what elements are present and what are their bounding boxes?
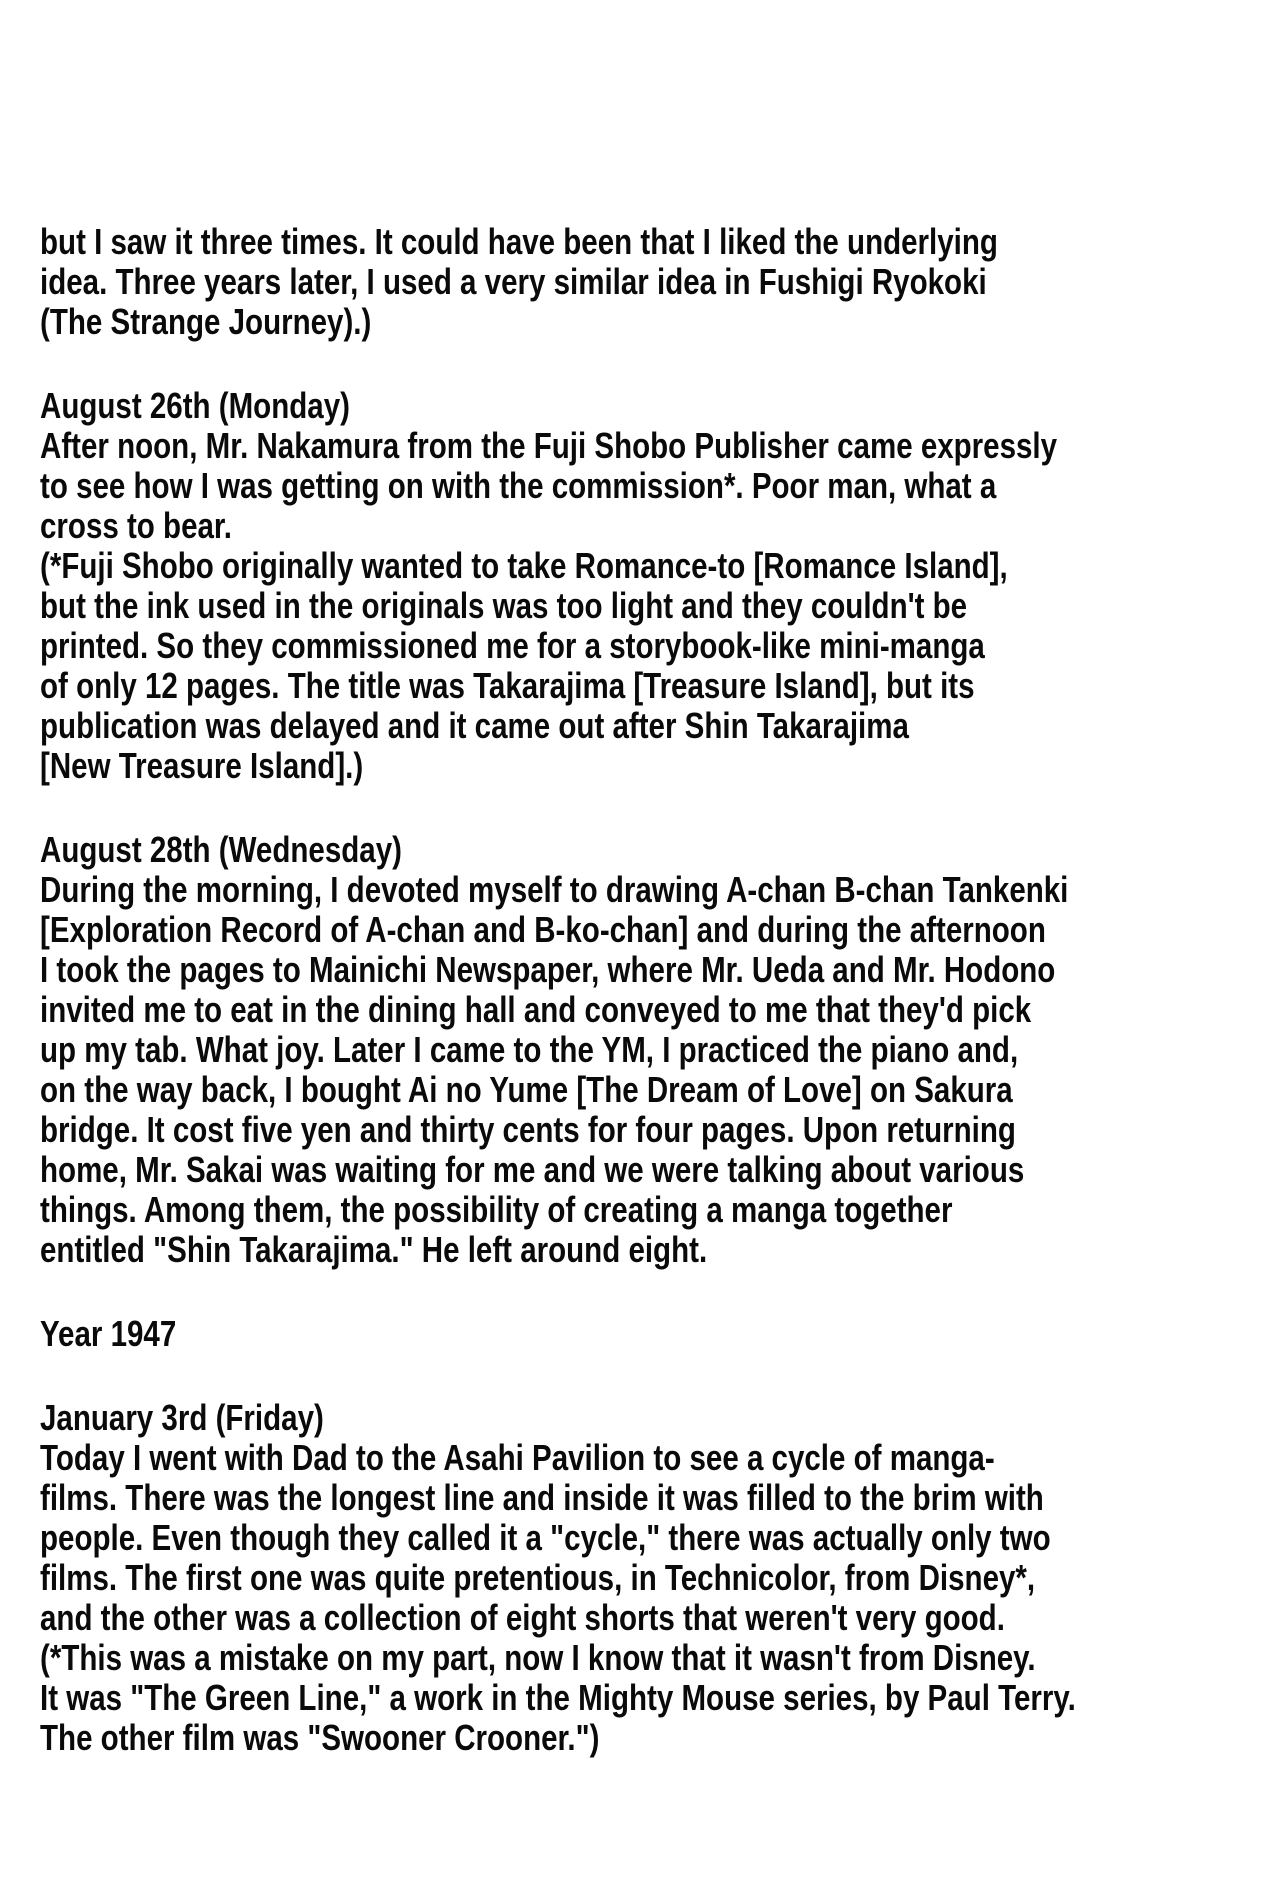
- entry-date: August 28th (Wednesday): [40, 829, 402, 870]
- diary-paragraph: [40, 222, 1278, 342]
- text-line: up my tab. What joy. Later I came to the YM, I practiced the piano and,: [40, 1029, 1019, 1070]
- year-label: Year 1947: [40, 1313, 177, 1354]
- text-line: on the way back, I bought Ai no Yume [The Dream of Love] on Sakura: [40, 1069, 1013, 1110]
- text-line: It was "The Green Line," a work in the Mighty Mouse series, by Paul Terry.: [40, 1677, 1076, 1718]
- text-line: The other film was "Swooner Crooner."): [40, 1717, 600, 1758]
- text-line: cross to bear.: [40, 505, 232, 546]
- entry-date: January 3rd (Friday): [40, 1397, 324, 1438]
- diary-paragraph: [40, 386, 1278, 786]
- text-line: I took the pages to Mainichi Newspaper, where Mr. Ueda and Mr. Hodono: [40, 949, 1056, 990]
- text-line: invited me to eat in the dining hall and conveyed to me that they'd pick: [40, 989, 1032, 1030]
- text-line: [Exploration Record of A-chan and B-ko-chan] and during the afternoon: [40, 909, 1046, 950]
- text-line: things. Among them, the possibility of creating a manga together: [40, 1189, 953, 1230]
- text-line: Today I went with Dad to the Asahi Pavilion to see a cycle of manga-: [40, 1437, 995, 1478]
- text-line: of only 12 pages. The title was Takarajima [Treasure Island], but its: [40, 665, 975, 706]
- text-line: but the ink used in the originals was too light and they couldn't be: [40, 585, 968, 626]
- text-line: entitled "Shin Takarajima." He left around eight.: [40, 1229, 708, 1270]
- text-line: [New Treasure Island].): [40, 745, 364, 786]
- text-line: During the morning, I devoted myself to drawing A-chan B-chan Tankenki: [40, 869, 1069, 910]
- text-line: printed. So they commissioned me for a storybook-like mini-manga: [40, 625, 985, 666]
- diary-paragraph: [40, 830, 1278, 1270]
- text-line: (*Fuji Shobo originally wanted to take Romance-to [Romance Island],: [40, 545, 1008, 586]
- text-line: to see how I was getting on with the commission*. Poor man, what a: [40, 465, 997, 506]
- text-line: and the other was a collection of eight shorts that weren't very good.: [40, 1597, 1005, 1638]
- diary-paragraph: [40, 1314, 1278, 1354]
- text-line: people. Even though they called it a "cycle," there was actually only two: [40, 1517, 1051, 1558]
- text-line: idea. Three years later, I used a very similar idea in Fushigi Ryokoki: [40, 261, 987, 302]
- text-line: bridge. It cost five yen and thirty cents for four pages. Upon returning: [40, 1109, 1016, 1150]
- text-line: After noon, Mr. Nakamura from the Fuji Shobo Publisher came expressly: [40, 425, 1058, 466]
- text-line: home, Mr. Sakai was waiting for me and we were talking about various: [40, 1149, 1025, 1190]
- text-line: but I saw it three times. It could have been that I liked the underlying: [40, 221, 998, 262]
- text-line: (The Strange Journey).): [40, 301, 372, 342]
- diary-text: [40, 222, 1278, 1758]
- text-line: films. There was the longest line and inside it was filled to the brim with: [40, 1477, 1044, 1518]
- text-line: films. The first one was quite pretentious, in Technicolor, from Disney*,: [40, 1557, 1036, 1598]
- diary-paragraph: [40, 1398, 1278, 1758]
- entry-date: August 26th (Monday): [40, 385, 350, 426]
- text-line: publication was delayed and it came out after Shin Takarajima: [40, 705, 909, 746]
- text-line: (*This was a mistake on my part, now I know that it wasn't from Disney.: [40, 1637, 1036, 1678]
